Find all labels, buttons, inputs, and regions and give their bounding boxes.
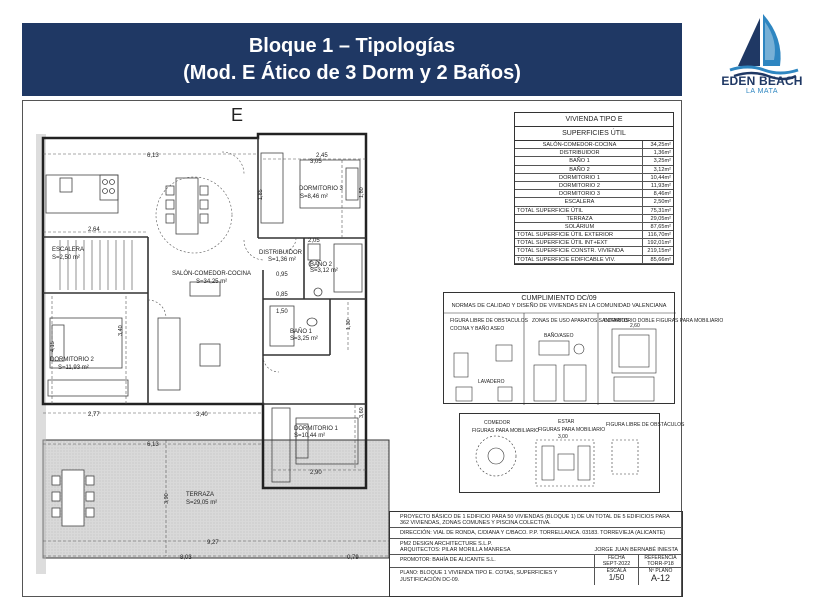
dim-1-80: 1,80 bbox=[359, 187, 365, 198]
title-block bbox=[389, 511, 683, 597]
compliance-col1-sub: COCINA Y BAÑO ASEO bbox=[450, 326, 505, 332]
room-dorm1-area: S=10,44 m² bbox=[294, 433, 326, 439]
tb-escala: 1/50 bbox=[608, 572, 625, 582]
room-dorm3: DORMITORIO 3 bbox=[299, 186, 343, 192]
surfaces-row bbox=[515, 231, 673, 239]
room-escalera: ESCALERA bbox=[52, 247, 85, 253]
tb-promotor-label: PROMOTOR: bbox=[400, 557, 431, 564]
surfaces-rows bbox=[515, 141, 673, 264]
tb-referencia-label: REFERENCIA bbox=[644, 555, 677, 562]
surfaces-row-value: 2,50m² bbox=[653, 199, 671, 206]
surfaces-row-label: BAÑO 1 bbox=[515, 157, 643, 164]
room-bano2-area: S=3,12 m² bbox=[310, 268, 338, 274]
surfaces-row bbox=[515, 207, 673, 215]
surfaces-row-value: 116,70m² bbox=[647, 232, 671, 239]
dim-1-85: 1,85 bbox=[258, 189, 264, 200]
tb-plano-num-label: Nº PLANO bbox=[648, 568, 673, 575]
dim-1-50: 1,50 bbox=[276, 309, 288, 315]
room-dorm2: DORMITORIO 2 bbox=[50, 357, 94, 363]
dim-3-40b: 3,40 bbox=[118, 325, 124, 336]
tb-arquitectos: ARQUITECTOS: PILAR MORILLA MANRESA bbox=[400, 546, 511, 553]
dim-2-05: 2,05 bbox=[308, 238, 320, 244]
tb-promotor-row bbox=[390, 555, 682, 568]
surfaces-row bbox=[515, 174, 673, 182]
estar-comedor-sub: FIGURAS PARA MOBILIARIO bbox=[472, 428, 540, 434]
surfaces-row bbox=[515, 198, 673, 206]
surfaces-row-label: DISTRIBUIDOR bbox=[515, 149, 643, 156]
tb-fecha: SEPT-2022 bbox=[602, 561, 631, 568]
room-bano1-area: S=3,25 m² bbox=[290, 336, 318, 342]
dim-3-40: 3,40 bbox=[196, 412, 208, 418]
tb-arquitectura: PM2 DESIGN ARCHITECTURE S.L.P. bbox=[400, 540, 493, 547]
tb-plano: BLOQUE 1 VIVIENDA TIPO E. COTAS, SUPERFICIES Y JUSTIFICACIÓN DC-09. bbox=[400, 570, 558, 583]
dim-6-13: 6,13 bbox=[147, 153, 159, 159]
surfaces-row-label: TOTAL SUPERFICIE ÚTIL EXTERIOR bbox=[515, 231, 643, 238]
dim-1-30: 1,30 bbox=[346, 319, 352, 330]
dim-0-85: 0,85 bbox=[276, 292, 288, 298]
compliance-title: CUMPLIMIENTO DC/09 bbox=[521, 295, 597, 302]
room-terraza-area: S=29,05 m² bbox=[186, 500, 218, 506]
tb-arquitecto2: JORGE JUAN BERNABÉ INIESTA bbox=[594, 546, 678, 553]
surfaces-row-value: 192,01m² bbox=[647, 240, 671, 247]
surfaces-row-label: DORMITORIO 3 bbox=[515, 190, 643, 197]
logo-name: EDEN BEACH bbox=[721, 74, 803, 88]
surfaces-row-value: 85,66m² bbox=[650, 256, 671, 263]
title-line-2: (Mod. E Ático de 3 Dorm y 2 Baños) bbox=[183, 62, 521, 84]
surfaces-row-label: ESCALERA bbox=[515, 198, 643, 205]
dim-2-77: 2,77 bbox=[88, 412, 100, 418]
surfaces-row-label: DORMITORIO 2 bbox=[515, 182, 643, 189]
room-dorm3-area: S=8,46 m² bbox=[300, 194, 328, 200]
logo-subtitle: LA MATA bbox=[745, 88, 779, 95]
surfaces-row-label: BAÑO 2 bbox=[515, 166, 643, 173]
surfaces-row-value: 219,15m² bbox=[647, 248, 671, 255]
surfaces-row-label: TOTAL SUPERFICIE EDIFICABLE VIV. bbox=[515, 256, 643, 263]
room-terraza: TERRAZA bbox=[186, 492, 215, 498]
surfaces-row bbox=[515, 182, 673, 190]
surfaces-row-label: SOLÁRIUM bbox=[515, 223, 643, 230]
surfaces-row-label: TOTAL SUPERFICIE ÚTIL INT+EXT bbox=[515, 239, 643, 246]
surfaces-row bbox=[515, 215, 673, 223]
dim-3-90: 3,90 bbox=[164, 493, 170, 504]
surfaces-row-value: 29,05m² bbox=[650, 215, 671, 222]
surfaces-row-label: SALÓN-COMEDOR-COCINA bbox=[515, 141, 643, 148]
surfaces-row-value: 34,25m² bbox=[650, 142, 671, 148]
room-escalera-area: S=2,50 m² bbox=[52, 255, 80, 261]
estar-box bbox=[459, 413, 685, 493]
surfaces-row-value: 8,46m² bbox=[653, 191, 671, 198]
room-distribuidor: DISTRIBUIDOR bbox=[259, 250, 303, 256]
dim-0-95: 0,95 bbox=[276, 272, 288, 278]
surfaces-row-label: DORMITORIO 1 bbox=[515, 174, 643, 181]
room-salon-area: S=34,25 m² bbox=[196, 279, 228, 285]
tb-plano-row bbox=[390, 568, 682, 584]
tb-architects bbox=[390, 539, 682, 555]
room-bano2: BAÑO 2 bbox=[310, 262, 333, 268]
estar-dim-3-00: 3,00 bbox=[558, 434, 568, 440]
tb-plano-label: PLANO: bbox=[400, 570, 419, 577]
tb-proyecto: PROYECTO BÁSICO DE 1 EDIFICIO PARA 50 VIVIENDAS (BLOQUE 1) DE UN TOTAL DE 5 EDIFICIOS PARA 362 VIVIENDAS, ZONAS COMUNES Y PISCINA COLECTIVA. bbox=[390, 512, 682, 528]
dim-0-79: 0,79 bbox=[347, 555, 359, 561]
dim-3-05: 3,05 bbox=[310, 159, 322, 165]
compliance-lavadero: LAVADERO bbox=[478, 379, 505, 385]
surfaces-row-value: 87,65m² bbox=[650, 223, 671, 230]
dim-3-60: 3,60 bbox=[359, 407, 365, 418]
tb-plano-num: A-12 bbox=[650, 572, 670, 583]
compliance-box bbox=[443, 292, 724, 404]
tb-direccion: DIRECCIÓN: VIAL DE RONDA, C/DIANA Y C/BACO. P.P. TORRELLANCA. 03183. TORREVIEJA (ALICANTE) bbox=[390, 528, 682, 538]
room-dorm2-area: S=11,93 m² bbox=[58, 365, 89, 371]
tb-promotor: BAHÍA DE ALICANTE S.L. bbox=[432, 557, 496, 564]
surfaces-row bbox=[515, 223, 673, 231]
surfaces-row bbox=[515, 247, 673, 255]
compliance-dim-2-60: 2,60 bbox=[630, 323, 640, 329]
tb-escala-label: ESCALA bbox=[606, 568, 627, 575]
dim-8-03: 8,03 bbox=[180, 555, 192, 561]
estar-comedor: COMEDOR bbox=[484, 420, 511, 426]
title-line-1: Bloque 1 – Tipologías bbox=[248, 35, 456, 57]
surfaces-row-label: TOTAL SUPERFICIE ÚTIL bbox=[515, 207, 643, 214]
compliance-subtitle: NORMAS DE CALIDAD Y DISEÑO DE VIVIENDAS EN LA COMUNIDAD VALENCIANA bbox=[451, 303, 667, 309]
dim-2-64: 2,64 bbox=[88, 227, 100, 233]
surfaces-subtitle: SUPERFICIES ÚTIL bbox=[515, 127, 673, 141]
surfaces-row-value: 3,12m² bbox=[653, 166, 671, 173]
tb-referencia: TORR-P18 bbox=[647, 561, 674, 568]
compliance-figures bbox=[444, 313, 724, 405]
surfaces-row-value: 75,31m² bbox=[650, 207, 671, 214]
compliance-col2-sub: BAÑO/ASEO bbox=[544, 333, 574, 339]
dim-9-27: 9,27 bbox=[207, 540, 219, 546]
plan-letter: E bbox=[231, 105, 244, 125]
estar-title: ESTAR bbox=[558, 419, 575, 425]
surfaces-row bbox=[515, 157, 673, 165]
room-bano1: BAÑO 1 bbox=[290, 329, 313, 335]
compliance-col3-title: DORMITORIO DOBLE FIGURAS PARA MOBILIARIO bbox=[604, 318, 724, 324]
surfaces-row bbox=[515, 239, 673, 247]
surfaces-row-label: TOTAL SUPERFICIE CONSTR. VIVIENDA bbox=[515, 247, 643, 254]
dim-6-13b: 6,13 bbox=[147, 442, 159, 448]
room-distribuidor-area: S=1,36 m² bbox=[268, 257, 296, 263]
surfaces-row bbox=[515, 166, 673, 174]
dim-4-30: 4,15 bbox=[50, 341, 56, 352]
surfaces-row-value: 3,25m² bbox=[653, 158, 671, 165]
surfaces-row bbox=[515, 190, 673, 198]
dim-2-45: 2,45 bbox=[316, 153, 328, 159]
estar-figura-libre: FIGURA LIBRE DE OBSTÁCULOS bbox=[606, 422, 685, 428]
room-dorm1: DORMITORIO 1 bbox=[294, 426, 338, 432]
surfaces-row bbox=[515, 141, 673, 149]
surfaces-row-label: TERRAZA bbox=[515, 215, 643, 222]
estar-subtitle: FIGURAS PARA MOBILIARIO bbox=[538, 427, 606, 433]
estar-figures bbox=[460, 414, 685, 494]
surfaces-row bbox=[515, 149, 673, 157]
room-salon: SALÓN-COMEDOR-COCINA bbox=[172, 271, 252, 277]
surfaces-row-value: 11,93m² bbox=[650, 182, 671, 189]
compliance-col2-title: ZONAS DE USO APARATOS SANITARIOS bbox=[532, 318, 629, 324]
surfaces-row-value: 10,44m² bbox=[650, 174, 671, 181]
dim-2-90: 2,90 bbox=[310, 470, 322, 476]
surfaces-table bbox=[514, 112, 674, 265]
compliance-col1-title: FIGURA LIBRE DE OBSTACULOS bbox=[450, 318, 528, 324]
tb-fecha-label: FECHA bbox=[608, 555, 625, 562]
surfaces-row-value: 1,36m² bbox=[653, 150, 671, 157]
surfaces-title: VIVIENDA TIPO E bbox=[515, 113, 673, 127]
surfaces-row bbox=[515, 256, 673, 264]
